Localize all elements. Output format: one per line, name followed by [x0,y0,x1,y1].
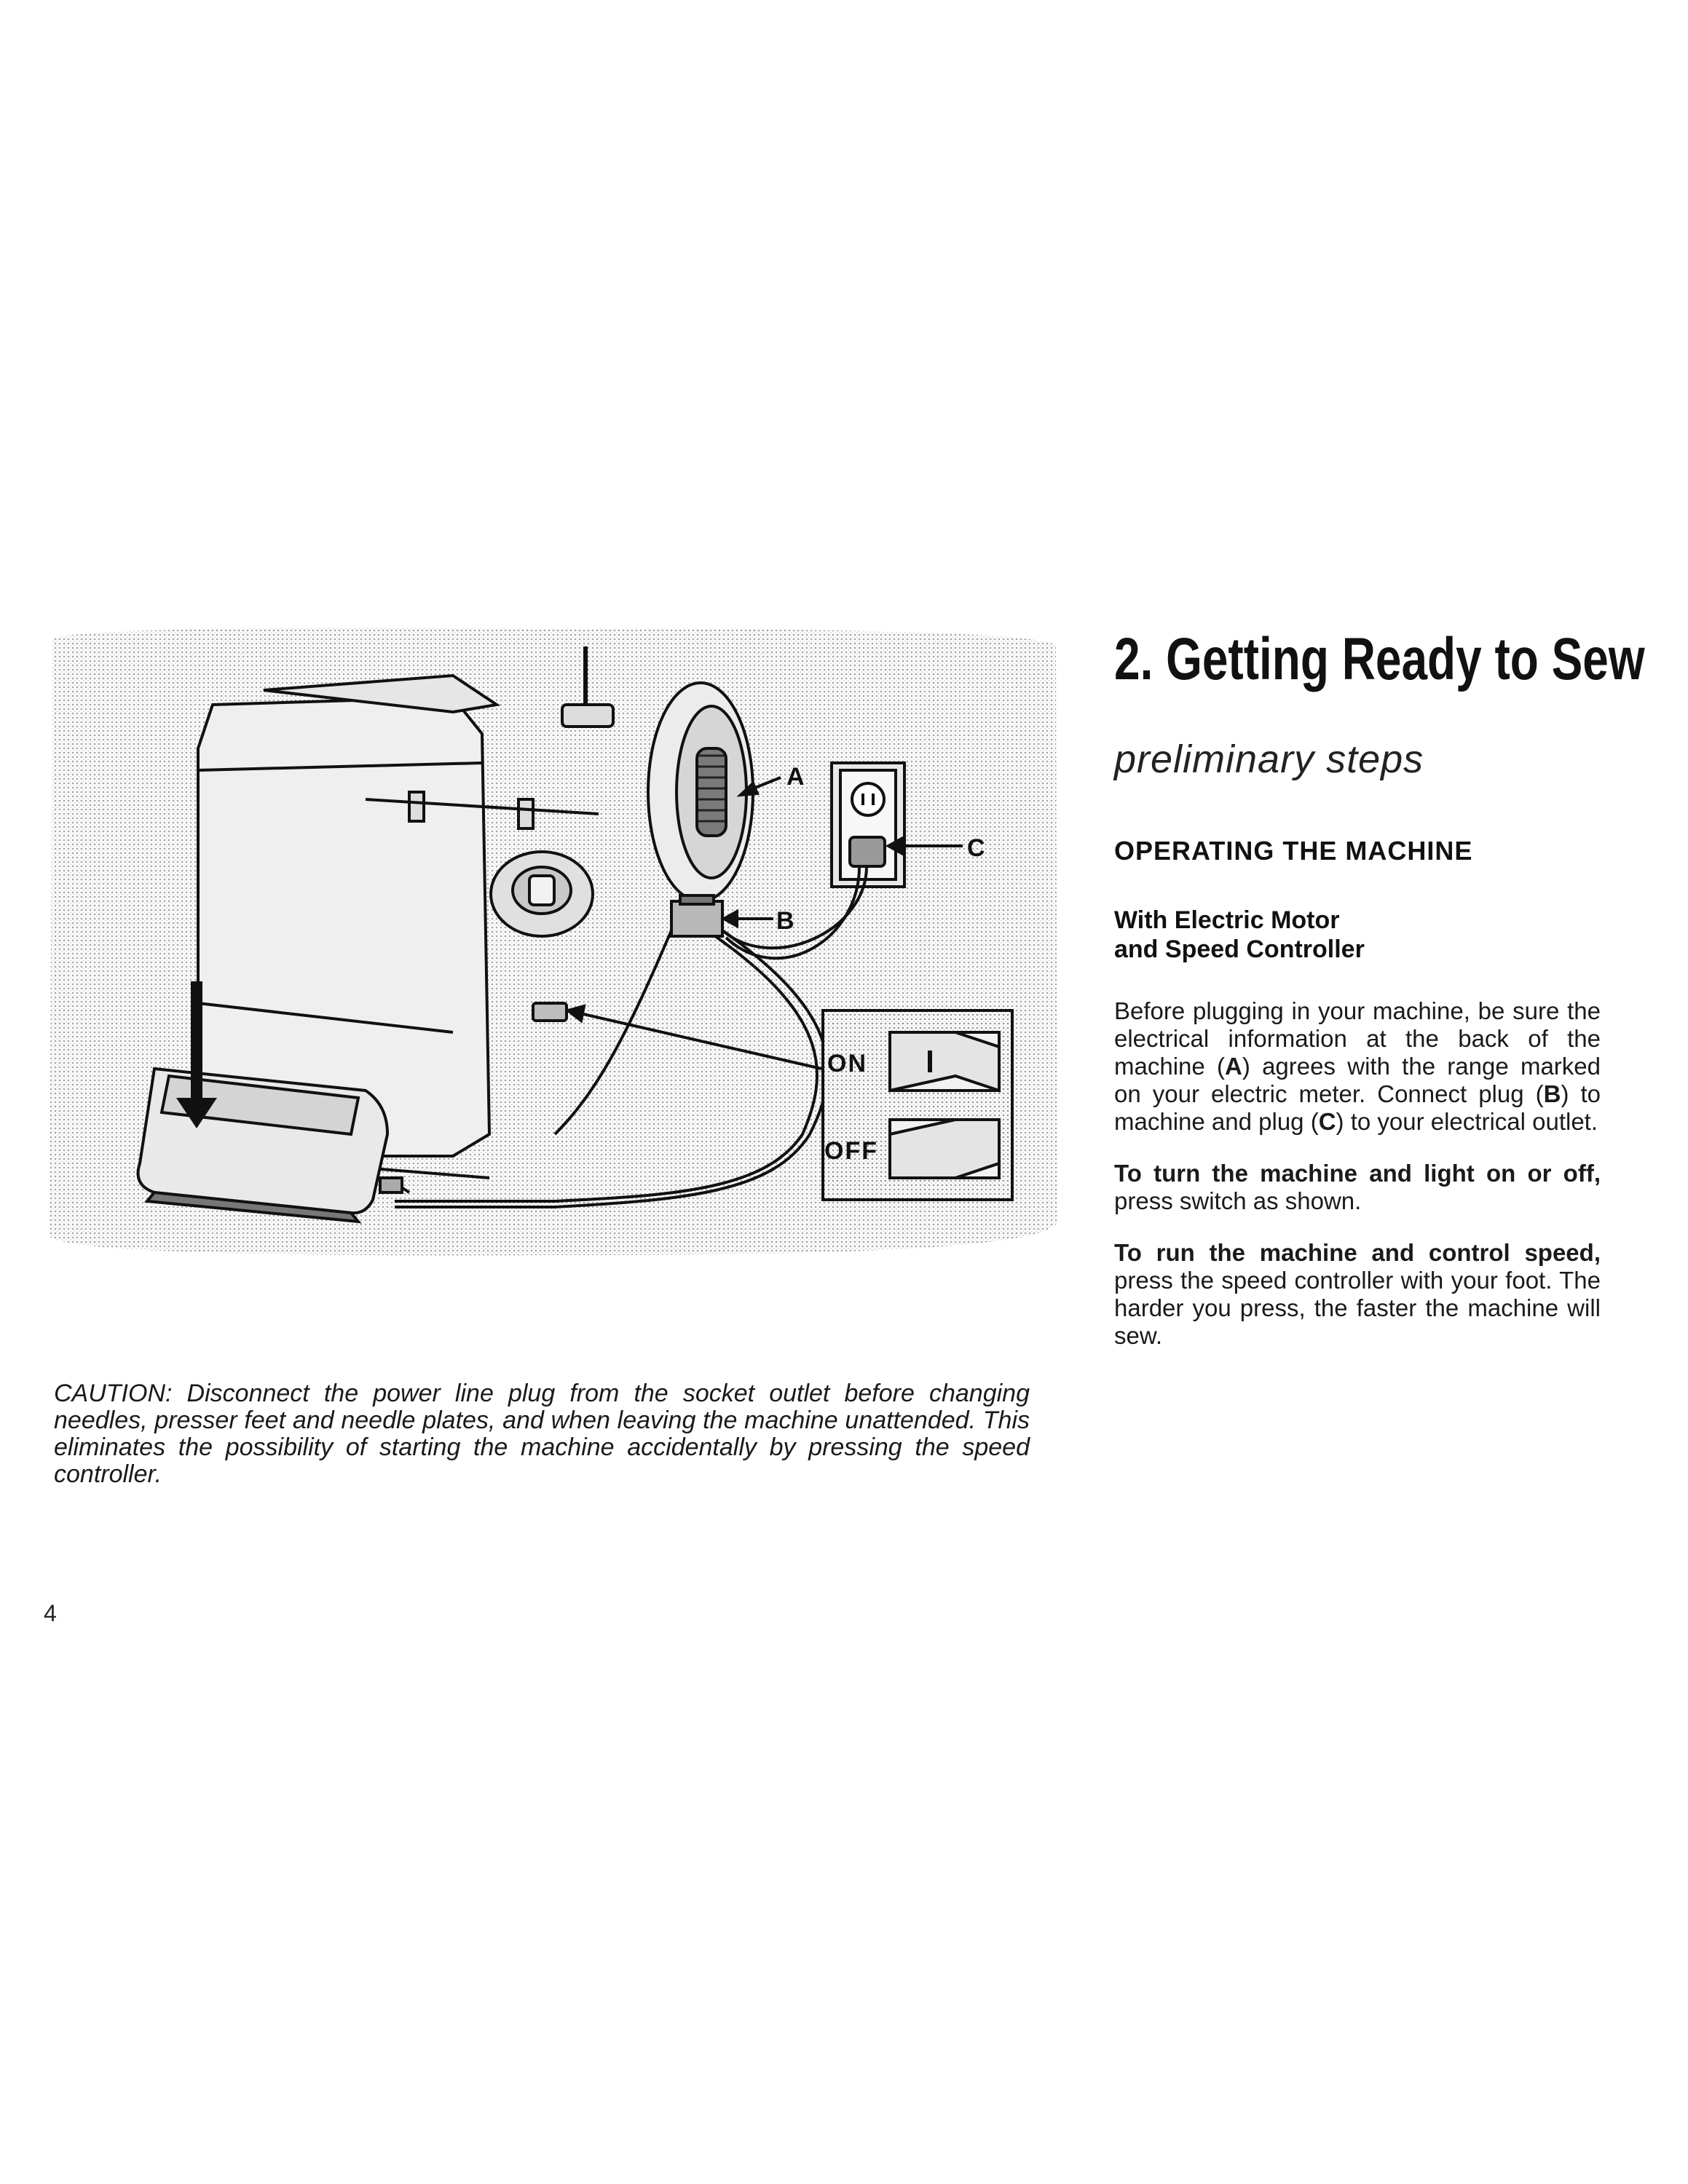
plug-text-3: ) to machine and plug ( [1114,1080,1601,1135]
plug-instructions [1114,997,1601,1136]
plug-text-4: ) to your electrical outlet. [1336,1108,1598,1135]
machine-power-switch [533,1003,567,1021]
sub-heading [1114,906,1601,964]
callout-a: A [786,763,805,791]
chapter-subtitle: preliminary steps [1114,737,1424,781]
page-number: 4 [44,1600,57,1626]
section-heading: OPERATING THE MACHINE [1114,836,1473,866]
switch-on-label: ON [827,1050,867,1077]
sub-heading-line-1: With Electric Motor [1114,906,1340,934]
handwheel [648,683,753,901]
plug-text-1: Before plugging in your machine, be sure the electrical information at the back of the machine ( [1114,997,1601,1080]
wall-outlet [832,763,904,887]
foot-controller [138,1069,410,1222]
chapter-title: 2. Getting Ready to Sew [1114,626,1645,692]
plug-text-2: ) agrees with the range marked on your electric meter. Connect plug ( [1114,1053,1601,1107]
switch-text: press switch as shown. [1114,1187,1362,1214]
speed-text: press the speed controller with your foot. The harder you press, the faster the machine will sew. [1114,1267,1601,1349]
plug-ref-a: A [1224,1053,1242,1080]
speed-instructions [1114,1239,1601,1350]
callout-c: C [967,834,985,862]
switch-off-label: OFF [824,1137,878,1165]
machine-illustration [45,625,1059,1259]
plug-ref-c: C [1318,1108,1336,1135]
callout-b: B [776,907,794,935]
caution-text: CAUTION: Disconnect the power line plug from the socket outlet before changing needles, presser feet and needle plates, and when leaving the machine unattended. This eliminates the possibility of starting the machine accidentally by pressing the speed controller. [54,1380,1030,1488]
switch-inset [823,1010,1012,1200]
machine-diagram-svg [45,625,1059,1259]
plug-ref-b: B [1543,1080,1561,1107]
speed-lead: To run the machine and control speed, [1114,1239,1601,1266]
sub-heading-line-2: and Speed Controller [1114,935,1365,963]
switch-lead: To turn the machine and light on or off, [1114,1160,1601,1187]
switch-instructions [1114,1160,1601,1215]
chapter-column [1114,626,1645,1374]
machine-plug [671,895,722,936]
stitch-dial [491,852,593,936]
